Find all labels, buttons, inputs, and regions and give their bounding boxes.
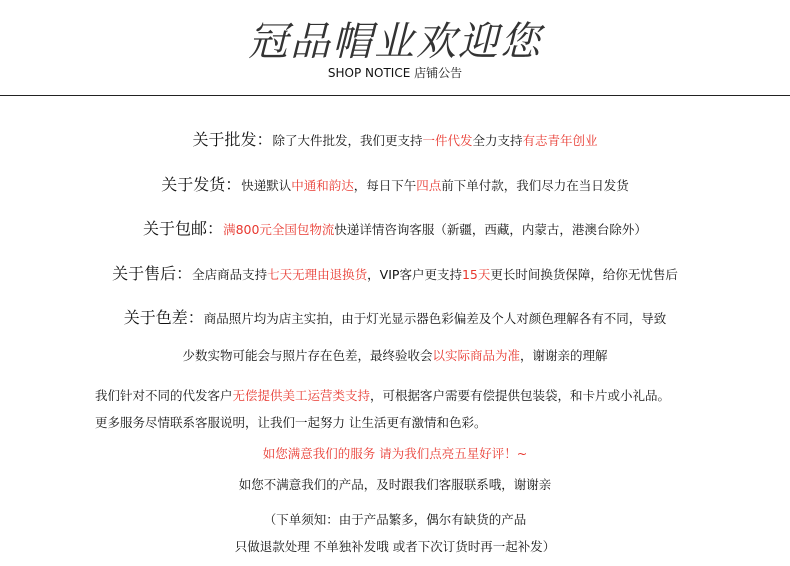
postage-notice xyxy=(0,216,790,239)
header-divider xyxy=(0,95,790,96)
wholesale-label: 关于批发： xyxy=(192,130,273,149)
aftersale-text-3: 更长时间换货保障，给你无忧售后 xyxy=(490,267,678,282)
shipping-courier-highlight: 中通和韵达 xyxy=(291,178,354,193)
order-note-line-2: 只做退款处理 不单独补发哦 或者下次订货时再一起补发） xyxy=(234,539,556,554)
aftersale-label: 关于售后： xyxy=(112,264,193,283)
wholesale-dropship-highlight: 一件代发 xyxy=(422,133,473,148)
postage-text: 快递详情咨询客服（新疆，西藏，内蒙古，港澳台除外） xyxy=(334,222,647,237)
aftersale-text-2: ，VIP客户更支持 xyxy=(367,267,462,282)
aftersale-days-highlight: 15天 xyxy=(461,267,491,282)
color-notice-continued xyxy=(0,346,790,364)
wholesale-startup-highlight: 有志青年创业 xyxy=(522,133,598,148)
agency-support-notice xyxy=(95,386,670,404)
agency-text: 我们针对不同的代发客户 xyxy=(95,388,233,403)
agency-text-2: ，可根据客户需要有偿提供包装袋，和卡片或小礼品。 xyxy=(370,388,671,403)
color-text: 商品照片均为店主实拍，由于灯光显示器色彩偏差及个人对颜色理解各有不同，导致 xyxy=(203,311,667,326)
aftersale-notice xyxy=(0,261,790,284)
agency-free-support-highlight: 无偿提供美工运营类支持 xyxy=(232,388,371,403)
agency-service-notice: 更多服务尽情联系客服说明，让我们一起努力 让生活更有激情和色彩。 xyxy=(95,415,487,430)
review-request: 如您满意我们的服务 请为我们点亮五星好评！~ xyxy=(262,446,528,461)
shipping-text-2: ，每日下午 xyxy=(353,178,417,193)
shop-title: 冠品帽业欢迎您 xyxy=(248,19,542,65)
shipping-time-highlight: 四点 xyxy=(416,178,442,193)
wholesale-notice xyxy=(0,127,790,150)
postage-free-highlight: 满800元全国包物流 xyxy=(223,222,335,237)
shipping-notice xyxy=(0,172,790,195)
color-notice xyxy=(0,305,790,328)
color-label: 关于色差： xyxy=(123,308,204,327)
wholesale-text-2: 全力支持 xyxy=(472,133,523,148)
shop-notice-subtitle: SHOP NOTICE 店铺公告 xyxy=(327,66,463,80)
order-note-line-1: （下单须知：由于产品繁多，偶尔有缺货的产品 xyxy=(263,512,527,527)
wholesale-text: 除了大件批发，我们更支持 xyxy=(272,133,423,148)
color-actual-highlight: 以实际商品为准 xyxy=(432,348,520,363)
postage-label: 关于包邮： xyxy=(143,219,224,238)
aftersale-text: 全店商品支持 xyxy=(192,267,268,282)
color-text-2: 少数实物可能会与照片存在色差，最终验收会 xyxy=(182,348,433,363)
aftersale-return-highlight: 七天无理由退换货 xyxy=(267,267,368,282)
shipping-label: 关于发货： xyxy=(161,175,242,194)
contact-notice: 如您不满意我们的产品，及时跟我们客服联系哦，谢谢亲 xyxy=(238,477,552,492)
color-text-3: ，谢谢亲的理解 xyxy=(520,348,608,363)
shipping-text: 快递默认 xyxy=(241,178,292,193)
shipping-text-3: 前下单付款，我们尽力在当日发货 xyxy=(441,178,629,193)
